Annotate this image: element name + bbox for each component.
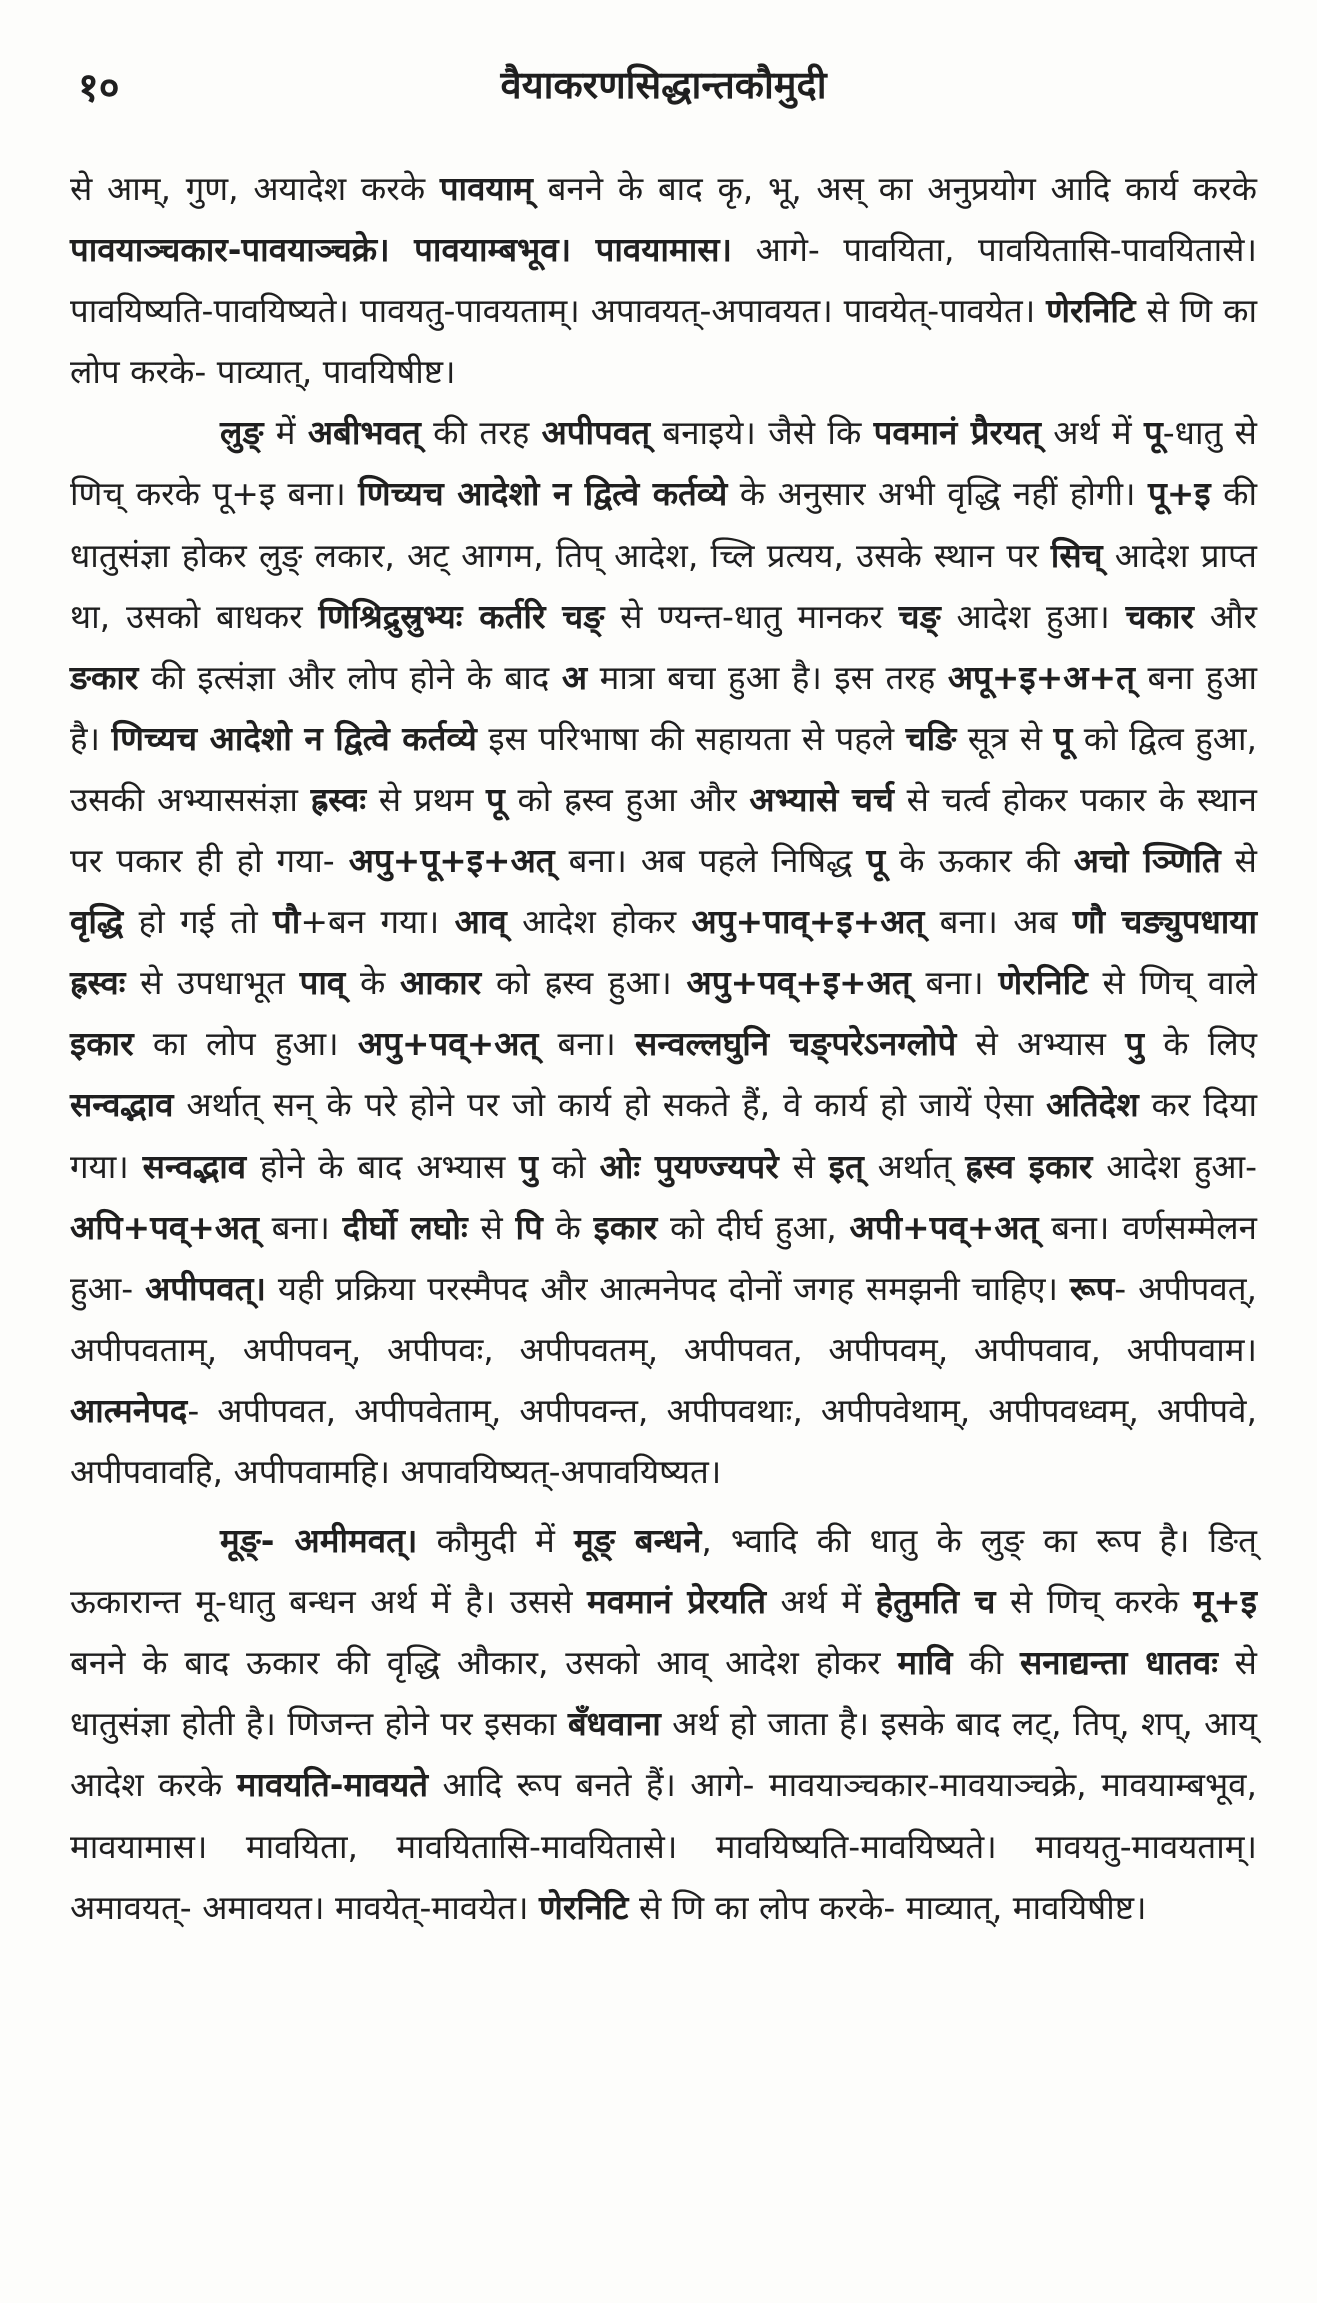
text-run: से ण्यन्त-धातु मानकर [604,596,899,636]
bold-term: चकार [1125,596,1194,636]
text-run: -धातु से णिच् करके पू+इ बना। [70,413,1257,514]
bold-term: पवमानं प्रैरयत् [873,413,1041,453]
text-run: कर दिया गया। [70,1085,1257,1186]
body-text [70,158,1257,1938]
text-run: से णि का लोप करके- पाव्यात्, पावयिषीष्ट। [70,291,1257,392]
text-run: , भ्वादि की धातु के लुङ् का रूप है। ङित् ऊकारान्त मू-धातु बन्धन अर्थ में है। उससे [70,1521,1257,1622]
text-run: बना हुआ है। [70,657,1257,758]
text-run: से [467,1207,516,1247]
text-run: से णिच् करके [995,1582,1194,1622]
bold-term: अपीपवत् [541,413,650,453]
text-run: +बन गया। [300,902,455,942]
bold-term: अचो ञ्णिति [1073,841,1221,881]
paragraph-2 [70,402,1257,1502]
bold-term: अपीपवत्। [145,1268,266,1308]
bold-term: लुङ् [220,413,264,453]
bold-term: अपी+पव्+अत् [849,1207,1039,1247]
page-number: १० [78,65,120,111]
bold-term: पु [519,1146,538,1186]
text-run: आदेश होकर [506,902,692,942]
bold-term: अपि+पव्+अत् [70,1207,259,1247]
bold-term: पाव् [299,963,346,1003]
bold-term: सनाद्यन्ता धातवः [1019,1643,1218,1683]
bold-term: आव् [454,902,507,942]
text-run: से णि का लोप करके- माव्यात्, मावयिषीष्ट। [628,1887,1147,1927]
bold-term: दीर्घो लघोः [342,1207,468,1247]
text-run: बना। वर्णसम्मेलन हुआ- [70,1207,1257,1308]
bold-term: अपु+पव्+इ+अत् [686,963,911,1003]
text-run: बनाइये। जैसे कि [650,413,874,453]
text-run: से प्रथम [366,779,487,819]
text-run: से [1220,841,1257,881]
bold-term: णेरनिटि [998,963,1088,1003]
bold-term: वृद्धि [70,902,124,942]
text-run: अर्थ में [1040,413,1145,453]
text-run: बना। अब [924,902,1073,942]
text-run: और [1193,596,1258,636]
text-run: कौमुदी में [417,1521,574,1561]
bold-term: अ [561,657,588,697]
text-run: होने के बाद अभ्यास [246,1146,520,1186]
text-run: आदेश हुआ। [940,596,1126,636]
bold-term: पौ [273,902,301,942]
bold-term: पू+इ [1148,474,1211,514]
text-run: के ऊकार की [885,841,1074,881]
bold-term: पू [486,779,505,819]
bold-term: अपु+पू+इ+अत् [348,841,555,881]
running-title: वैयाकरणसिद्धान्तकौमुदी [500,63,827,107]
bold-term: ओः पुयण्ज्यपरे [599,1146,779,1186]
text-run: यही प्रक्रिया परस्मैपद और आत्मनेपद दोनों जगह समझनी चाहिए। [265,1268,1070,1308]
bold-term: अपु+पव्+अत् [357,1024,539,1064]
bold-term: सन्वल्लघुनि चङ्परेऽनग्लोपे [634,1024,957,1064]
text-run: अर्थ हो जाता है। इसके बाद लट्, तिप्, शप्, आय् आदेश करके [70,1704,1257,1805]
text-run: हो गई तो [123,902,274,942]
text-run: में [263,413,308,453]
text-run: की धातुसंज्ञा होकर लुङ् लकार, अट् आगम, तिप् आदेश, च्लि प्रत्यय, उसके स्थान पर [70,474,1257,575]
bold-term: ह्रस्व इकार [965,1146,1093,1186]
text-run: सूत्र से [956,718,1054,758]
bold-term: पावयाम् [439,169,533,208]
text-run: बना। अब पहले निषिद्ध [554,841,867,881]
bold-term: पू [866,841,886,881]
text-run: से अभ्यास [956,1024,1126,1064]
bold-term: अभ्यासे चर्च [749,779,894,819]
bold-term: अतिदेश [1046,1085,1139,1125]
text-run: अर्थ में [766,1582,876,1622]
bold-term: मूङ् बन्धने [573,1521,702,1561]
bold-term: चङ् [898,596,941,636]
text-run: अर्थात् [863,1146,966,1186]
bold-term: अबीभवत् [307,413,421,453]
bold-term: इकार [593,1207,658,1247]
text-run: को ह्रस्व हुआ और [504,779,750,819]
text-run: को द्वित्व हुआ, उसकी अभ्याससंज्ञा [70,718,1257,819]
text-run: बना। [910,963,999,1003]
text-run: बनने के बाद कृ, भू, अस् का अनुप्रयोग आदि कार्य करके [532,169,1257,208]
text-run: - अपीपवत, अपीपवेताम्, अपीपवन्त, अपीपवथाः, अपीपवेथाम्, अपीपवध्वम्, अपीपवे, अपीपवावहि, अपीपवामहि। अपावयिष्यत्-अपावयिष्यत। [70,1390,1257,1491]
text-run: बना। [538,1024,635,1064]
bold-term: पावयाञ्चकार-पावयाञ्चक्रे। पावयाम्बभूव। पावयामास। [70,230,733,270]
bold-term: सन्वद्भाव [142,1146,247,1186]
bold-term: बँधवाना [567,1704,661,1744]
text-run: बना। [258,1207,343,1247]
bold-term: मू+इ [1193,1582,1257,1622]
text-run: से [778,1146,829,1186]
bold-term: आत्मनेपद [70,1390,188,1430]
text-run: से आम्, गुण, अयादेश करके [70,169,440,208]
bold-term: ङकार [70,657,139,697]
bold-term: मूङ्- अमीमवत्। [220,1521,418,1561]
text-run: को दीर्घ हुआ, [657,1207,850,1247]
paragraph-1 [70,158,1257,402]
text-run: के अनुसार अभी वृद्धि नहीं होगी। [727,474,1149,514]
bold-term: सन्वद्भाव [70,1085,174,1125]
text-run: को ह्रस्व हुआ। [481,963,687,1003]
bold-term: णिश्रिद्रुस्रुभ्यः कर्तरि चङ् [318,596,605,636]
text-run: बनने के बाद ऊकार की वृद्धि औकार, उसको आव् आदेश होकर [70,1643,898,1683]
paragraph-3 [70,1510,1257,1938]
bold-term: णेरनिटि [1046,291,1136,331]
bold-term: अपू+इ+अ+त् [947,657,1135,697]
text-run: के [542,1207,594,1247]
bold-term: मावयति-मावयते [236,1765,429,1805]
text-run: से चर्त्व होकर पकार के स्थान पर पकार ही हो गया- [70,779,1257,881]
bold-term: चङि [905,718,957,758]
bold-term: हेतुमति च [875,1582,996,1622]
bold-term: रूप [1069,1268,1115,1308]
bold-term: आकार [400,963,482,1003]
text-run: आदि रूप बनते हैं। आगे- मावयाञ्चकार-मावयाञ्चक्रे, मावयाम्बभूव, मावयामास। मावयिता, मावयितासि-मावयितासे। मावयिष्यति-मावयिष्यते। मावयतु-मावयताम्। अमावयत्- अमावयत। मावयेत्-मावयेत। [70,1765,1257,1927]
bold-term: ह्रस्वः [310,779,366,819]
text-run: से उपधाभूत [125,963,300,1003]
bold-term: णिच्यच आदेशो न द्वित्वे कर्तव्ये [358,474,728,514]
bold-term: णिच्यच आदेशो न द्वित्वे कर्तव्ये [111,718,477,758]
bold-term: पि [515,1207,543,1247]
bold-term: इकार [70,1024,134,1064]
text-run: आदेश प्राप्त था, उसको बाधकर [70,535,1257,636]
text-run: का लोप हुआ। [133,1024,358,1064]
text-run: से णिच् वाले [1087,963,1257,1003]
text-run: की इत्संज्ञा और लोप होने के बाद [138,657,562,697]
text-run: से धातुसंज्ञा होती है। णिजन्त होने पर इसका [70,1643,1257,1744]
bold-term: इत् [828,1146,864,1186]
bold-term: णेरनिटि [539,1887,629,1927]
text-run: को [537,1146,600,1186]
bold-term: पू [1144,413,1163,453]
text-run: के [345,963,401,1003]
text-run: के लिए [1143,1024,1257,1064]
text-run: की तरह [420,413,542,453]
text-run: की [952,1643,1020,1683]
bold-term: मवमानं प्रेरयति [587,1582,767,1622]
page-header [70,58,1257,118]
text-run: - अपीपवत्, अपीपवताम्, अपीपवन्, अपीपवः, अपीपवतम्, अपीपवत, अपीपवम्, अपीपवाव, अपीपवाम। [70,1268,1257,1369]
bold-term: सिच् [1050,535,1103,575]
text-run: इस परिभाषा की सहायता से पहले [476,718,906,758]
text-run: मात्रा बचा हुआ है। इस तरह [587,657,948,697]
bold-term: अपु+पाव्+इ+अत् [691,902,925,942]
text-run: अर्थात् सन् के परे होने पर जो कार्य हो सकते हैं, वे कार्य हो जायें ऐसा [173,1085,1047,1125]
text-run: आदेश हुआ- [1092,1146,1258,1186]
bold-term: मावि [897,1643,953,1683]
bold-term: णौ चङ्युपधाया ह्रस्वः [70,902,1257,1003]
text-run: आगे- पावयिता, पावयितासि-पावयितासे। पावयिष्यति-पावयिष्यते। पावयतु-पावयताम्। अपावयत्-अपावयत। पावयेत्-पावयेत। [70,230,1257,331]
bold-term: पु [1125,1024,1144,1064]
bold-term: पू [1053,718,1073,758]
